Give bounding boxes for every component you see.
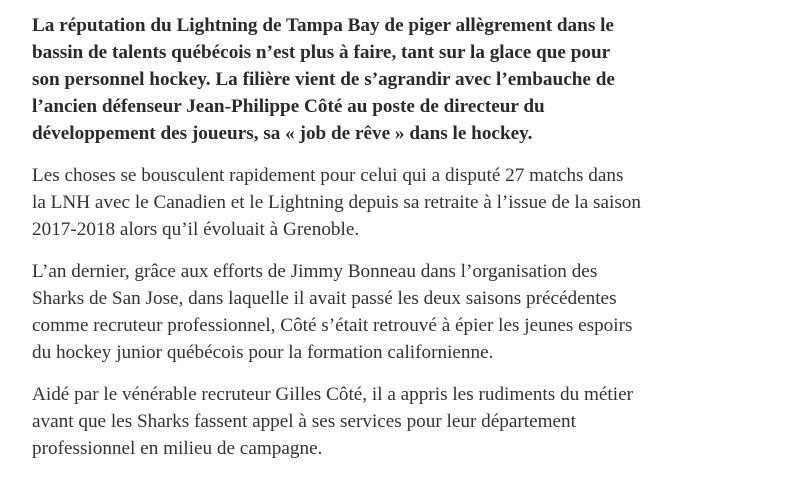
paragraph-line: L’an dernier, grâce aux efforts de Jimmy Bonneau dans l’organisation des [32, 261, 598, 282]
paragraph-line: comme recruteur professionnel, Côté s’était retrouvé à épier les jeunes espoirs [32, 315, 633, 336]
paragraph-line: Aidé par le vénérable recruteur Gilles Côté, il a appris les rudiments du métier [32, 384, 633, 405]
body-paragraph-2 [32, 258, 765, 366]
paragraph-line: la LNH avec le Canadien et le Lightning depuis sa retraite à l’issue de la saison [32, 192, 641, 213]
paragraph-line: avant que les Sharks fassent appel à ses services pour leur département [32, 411, 576, 432]
lead-line: La réputation du Lightning de Tampa Bay de piger allègrement dans le [32, 15, 614, 36]
body-paragraph-3 [32, 381, 765, 462]
paragraph-line: Les choses se bousculent rapidement pour celui qui a disputé 27 matchs dans [32, 165, 624, 186]
lead-line: bassin de talents québécois n’est plus à faire, tant sur la glace que pour [32, 42, 611, 63]
lead-paragraph [32, 12, 765, 147]
body-paragraph-1 [32, 162, 765, 243]
lead-line: son personnel hockey. La filière vient de s’agrandir avec l’embauche de [32, 69, 615, 90]
lead-line: développement des joueurs, sa « job de rêve » dans le hockey. [32, 123, 533, 144]
lead-line: l’ancien défenseur Jean-Philippe Côté au poste de directeur du [32, 96, 545, 117]
paragraph-line: Sharks de San Jose, dans laquelle il avait passé les deux saisons précédentes [32, 288, 617, 309]
paragraph-line: du hockey junior québécois pour la formation californienne. [32, 342, 494, 363]
paragraph-line: professionnel en milieu de campagne. [32, 438, 323, 459]
paragraph-line: 2017-2018 alors qu’il évoluait à Grenoble. [32, 219, 360, 240]
